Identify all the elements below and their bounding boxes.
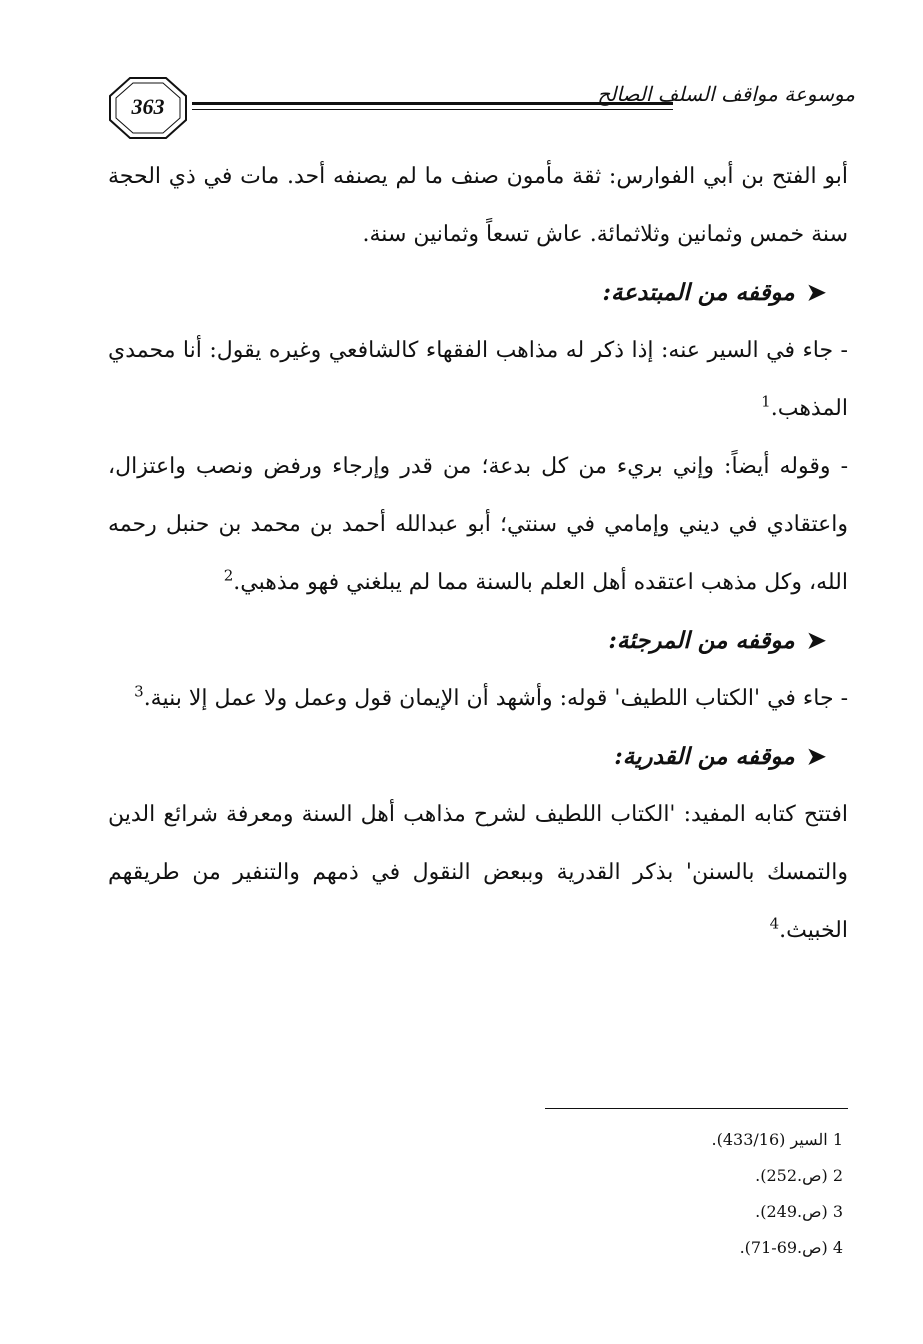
footnote-divider — [545, 1108, 848, 1109]
heading-text: موقفه من المرجئة: — [608, 627, 795, 654]
footnote-number: 3 — [832, 1202, 843, 1221]
paragraph-text: - وقوله أيضاً: وإني بريء من كل بدعة؛ من قدر وإرجاء ورفض ونصب واعتزال، واعتقادي في ديني وإمامي في سنتي؛ أبو عبدالله أحمد بن محمد بن حنبل رحمه الله، وكل مذهب اعتقده أهل العلم بالسنة مما لم يبلغني فهو مذهبي. — [108, 454, 848, 595]
footnote-ref[interactable]: 3 — [134, 682, 144, 701]
footnote-number: 1 — [832, 1130, 843, 1149]
footnote-text: (ص.69-71). — [739, 1238, 828, 1257]
paragraph — [108, 670, 848, 728]
heading-text: موقفه من القدرية: — [614, 743, 795, 770]
section-heading — [108, 728, 848, 786]
footnote-ref[interactable]: 1 — [761, 392, 771, 411]
footnote-text: السير (433/16). — [711, 1130, 828, 1149]
footnote-ref[interactable]: 2 — [223, 566, 234, 585]
footnote-ref[interactable]: 4 — [769, 914, 780, 933]
paragraph — [108, 438, 848, 612]
arrow-bullet-icon: ➤ — [806, 279, 826, 306]
footnote-item — [443, 1158, 843, 1194]
section-heading — [108, 612, 848, 670]
arrow-bullet-icon: ➤ — [806, 627, 826, 654]
footnote-number: 4 — [832, 1238, 843, 1257]
footnote-item — [443, 1122, 843, 1158]
paragraph-text: افتتح كتابه المفيد: 'الكتاب اللطيف لشرح مذاهب أهل السنة ومعرفة شرائع الدين والتمسك بالسنن' بذكر القدرية وببعض النقول في ذمهم والتنفير من طريقهم الخبيث. — [108, 802, 848, 943]
paragraph-text: - جاء في السير عنه: إذا ذكر له مذاهب الفقهاء كالشافعي وغيره يقول: أنا محمدي المذهب. — [108, 338, 848, 421]
footnote-item — [443, 1230, 843, 1266]
footnotes — [443, 1122, 843, 1266]
header-rule-thin — [192, 109, 673, 110]
page-number: 363 — [131, 94, 165, 119]
paragraph — [108, 322, 848, 438]
section-heading — [108, 264, 848, 322]
footnote-number: 2 — [832, 1166, 843, 1185]
footnote-text: (ص.249). — [755, 1202, 828, 1221]
paragraph-text: أبو الفتح بن أبي الفوارس: ثقة مأمون صنف ما لم يصنفه أحد. مات في ذي الحجة سنة خمس وثمانين وثلاثمائة. عاش تسعاً وثمانين سنة. — [108, 164, 848, 247]
paragraph — [108, 786, 848, 960]
series-title: موسوعة مواقف السلف الصالح — [597, 82, 855, 106]
footnote-item — [443, 1194, 843, 1230]
arrow-bullet-icon: ➤ — [806, 743, 826, 770]
paragraph-text: - جاء في 'الكتاب اللطيف' قوله: وأشهد أن الإيمان قول وعمل ولا عمل إلا بنية. — [143, 686, 848, 711]
main-text — [108, 148, 848, 960]
heading-text: موقفه من المبتدعة: — [602, 279, 795, 306]
page-number-badge — [108, 76, 188, 140]
paragraph — [108, 148, 848, 264]
page-header — [100, 74, 855, 154]
footnote-text: (ص.252). — [755, 1166, 828, 1185]
